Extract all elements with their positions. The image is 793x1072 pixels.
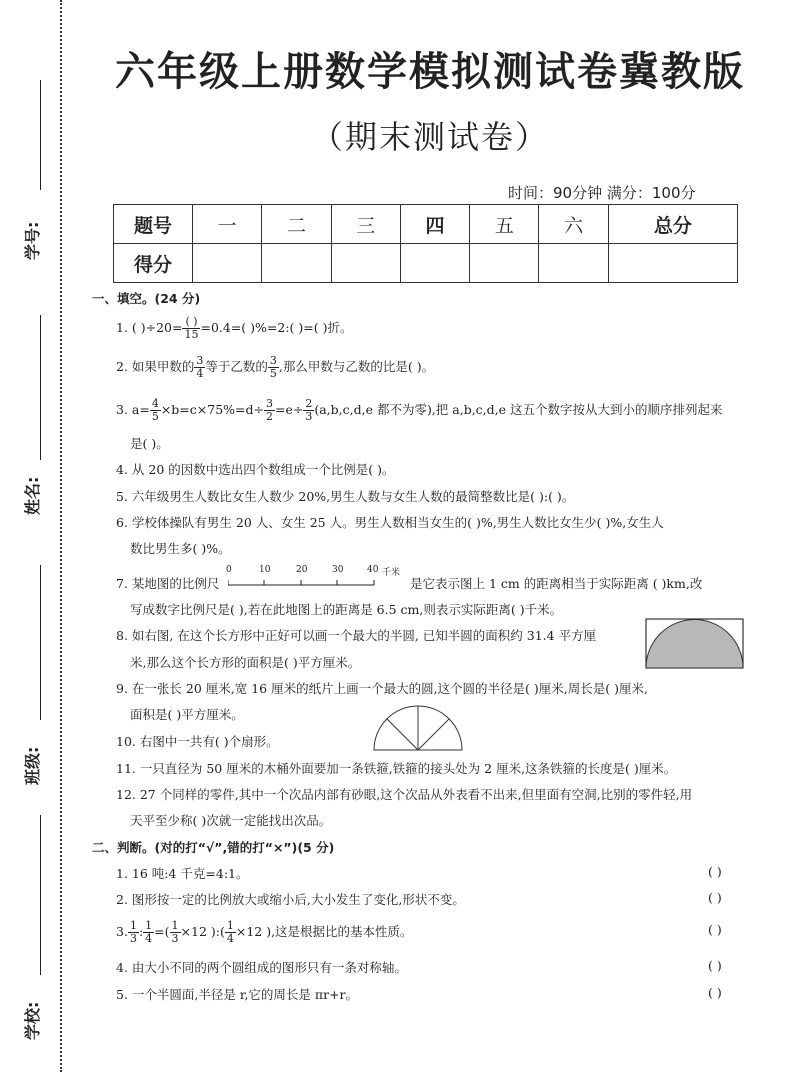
frac-num: 1 <box>226 919 234 932</box>
scale-unit: 千米 <box>382 568 401 578</box>
page-title: 六年级上册数学模拟测试卷冀教版 <box>115 49 745 95</box>
fraction <box>143 920 154 945</box>
frac-den: 4 <box>196 367 204 380</box>
frac-den: 4 <box>226 932 234 945</box>
question-8-line2: 米,那么这个长方形的面积是( )平方厘米。 <box>130 655 361 670</box>
frac-den: 3 <box>171 932 179 945</box>
q-text: 1. ( )÷20= <box>116 320 183 335</box>
frac-den: 4 <box>145 932 153 945</box>
frac-num: 1 <box>171 919 179 932</box>
scale-tick-label: 10 <box>259 565 271 575</box>
question-6-line2: 数比男生多( )%。 <box>130 541 231 556</box>
q-text: 3. <box>116 924 128 939</box>
q-text: =e÷ <box>274 402 304 417</box>
table-header: 二 <box>262 205 331 244</box>
frac-num: 3 <box>265 397 273 410</box>
page-subtitle: （期末测试卷） <box>310 118 549 156</box>
frac-num: 1 <box>145 919 153 932</box>
q-text: 3. a= <box>116 402 150 417</box>
score-cell[interactable] <box>331 244 400 283</box>
question-6-line1: 6. 学校体操队有男生 20 人、女生 25 人。男生人数相当女生的( )%,男生人数比女生少( )%,女生人 <box>116 515 664 530</box>
q-text: ×12 ):( <box>180 924 225 939</box>
fraction <box>128 920 139 945</box>
judge-2: 2. 图形按一定的比例放大或缩小后,大小发生了变化,形状不变。 <box>116 892 465 907</box>
frac-num: 3 <box>269 354 277 367</box>
section-title: 一、填空。(24 分) <box>92 291 201 306</box>
judge-3 <box>116 920 413 945</box>
question-4: 4. 从 20 的因数中选出四个数组成一个比例是( )。 <box>116 462 395 477</box>
question-7-rest: 是它表示图上 1 cm 的距离相当于实际距离 ( )km,改 <box>410 576 703 591</box>
frac-den: 15 <box>184 328 199 341</box>
question-9-line2: 面积是( )平方厘米。 <box>130 707 244 722</box>
q-text: ×b=c×75%=d÷ <box>160 402 264 417</box>
frac-den: 3 <box>129 932 137 945</box>
time-info: 时间：90分钟 满分：100分 <box>508 184 696 202</box>
frac-num: 2 <box>305 397 313 410</box>
fraction <box>264 398 275 423</box>
fraction <box>170 920 181 945</box>
q-text: 等于乙数的 <box>205 359 268 374</box>
question-11: 11. 一只直径为 50 厘米的木桶外面要加一条铁箍,铁箍的接头处为 2 厘米,这条铁箍的长度是( )厘米。 <box>116 761 677 776</box>
frac-den: 5 <box>151 410 159 423</box>
q-text: ,那么甲数与乙数的比是( )。 <box>278 359 435 374</box>
q-text: (a,b,c,d,e 都不为零),把 a,b,c,d,e 这五个数字按从大到小的顺序排列起来 <box>314 402 723 417</box>
answer-bracket[interactable]: ( ) <box>708 864 722 879</box>
judge-1: 1. 16 吨:4 千克=4:1。 <box>116 866 249 881</box>
question-2 <box>116 355 434 380</box>
answer-bracket[interactable]: ( ) <box>708 922 722 937</box>
frac-num: 1 <box>129 919 137 932</box>
table-header: 一 <box>193 205 262 244</box>
table-header: 题号 <box>114 205 193 244</box>
side-label: 班级: <box>23 746 42 785</box>
question-7-line2: 写成数字比例尺是( ),若在此地图上的距离是 6.5 cm,则表示实际距离( )千米。 <box>130 602 563 617</box>
answer-bracket[interactable]: ( ) <box>708 985 722 1000</box>
fraction <box>194 355 205 380</box>
judge-4: 4. 由大小不同的两个圆组成的图形只有一条对称轴。 <box>116 960 407 975</box>
scale-tick-label: 30 <box>332 565 344 575</box>
question-9-line1: 9. 在一张长 20 厘米,宽 16 厘米的纸片上画一个最大的圆,这个圆的半径是( )厘米,周长是( )厘米, <box>116 681 648 696</box>
section-title: 二、判断。(对的打“√”,错的打“×”)(5 分) <box>92 840 335 855</box>
table-header: 六 <box>539 205 608 244</box>
judge-5: 5. 一个半圆面,半径是 r,它的周长是 πr+r。 <box>116 987 359 1002</box>
frac-num: 3 <box>196 354 204 367</box>
frac-den: 5 <box>269 367 277 380</box>
fraction <box>225 920 236 945</box>
score-table-header-row <box>114 205 738 244</box>
fraction <box>303 398 314 423</box>
q-text: : <box>138 924 144 939</box>
scale-tick-label: 20 <box>296 565 308 575</box>
score-table-score-row <box>114 244 738 283</box>
score-cell[interactable] <box>608 244 737 283</box>
question-3 <box>116 398 723 423</box>
score-cell[interactable] <box>470 244 539 283</box>
fraction <box>150 398 161 423</box>
frac-num: ( ) <box>182 316 200 329</box>
fraction <box>182 316 200 341</box>
score-cell[interactable] <box>539 244 608 283</box>
side-line <box>40 565 41 720</box>
binding-line <box>60 0 62 1072</box>
answer-bracket[interactable]: ( ) <box>708 958 722 973</box>
sector-figure <box>372 704 464 752</box>
scale-tick-label: 40 <box>367 565 379 575</box>
question-8-line1: 8. 如右图, 在这个长方形中正好可以画一个最大的半圆, 已知半圆的面积约 31.4 平方厘 <box>116 628 597 643</box>
side-line <box>40 315 41 460</box>
question-12-line1: 12. 27 个同样的零件,其中一个次品内部有砂眼,这个次品从外表看不出来,但里面有空洞,比别的零件轻,用 <box>116 787 693 802</box>
scale-bar-graphic <box>228 577 388 587</box>
q-text: =( <box>154 924 170 939</box>
scale-tick-label: 0 <box>226 565 232 575</box>
frac-num: 4 <box>151 397 159 410</box>
row-label: 得分 <box>114 244 193 283</box>
question-12-line2: 天平至少称( )次就一定能找出次品。 <box>130 813 332 828</box>
side-line <box>40 815 41 975</box>
table-header: 四 <box>400 205 469 244</box>
table-header: 总分 <box>608 205 737 244</box>
map-scale-bar <box>226 565 412 589</box>
side-label: 学号: <box>23 221 42 260</box>
score-cell[interactable] <box>400 244 469 283</box>
question-1 <box>116 316 352 341</box>
q-text: ×12 ),这是根据比的基本性质。 <box>235 924 413 939</box>
side-label: 学校: <box>23 1001 42 1040</box>
side-label: 姓名: <box>23 476 42 515</box>
score-cell[interactable] <box>193 244 262 283</box>
question-3-line2: 是( )。 <box>130 436 169 451</box>
q-text: =0.4=( )%=2:( )=( )折。 <box>200 320 353 335</box>
table-header: 五 <box>470 205 539 244</box>
frac-den: 3 <box>305 410 313 423</box>
fraction <box>268 355 279 380</box>
question-10: 10. 右图中一共有( )个扇形。 <box>116 734 279 749</box>
side-line <box>40 80 41 190</box>
semicircle-in-rectangle-figure <box>645 618 745 670</box>
score-table <box>113 204 738 283</box>
question-5: 5. 六年级男生人数比女生人数少 20%,男生人数与女生人数的最简整数比是( ):( )。 <box>116 489 575 504</box>
q-text: 2. 如果甲数的 <box>116 359 195 374</box>
frac-den: 2 <box>265 410 273 423</box>
question-7-lead: 7. 某地图的比例尺 <box>116 576 220 591</box>
table-header: 三 <box>331 205 400 244</box>
answer-bracket[interactable]: ( ) <box>708 890 722 905</box>
score-cell[interactable] <box>262 244 331 283</box>
